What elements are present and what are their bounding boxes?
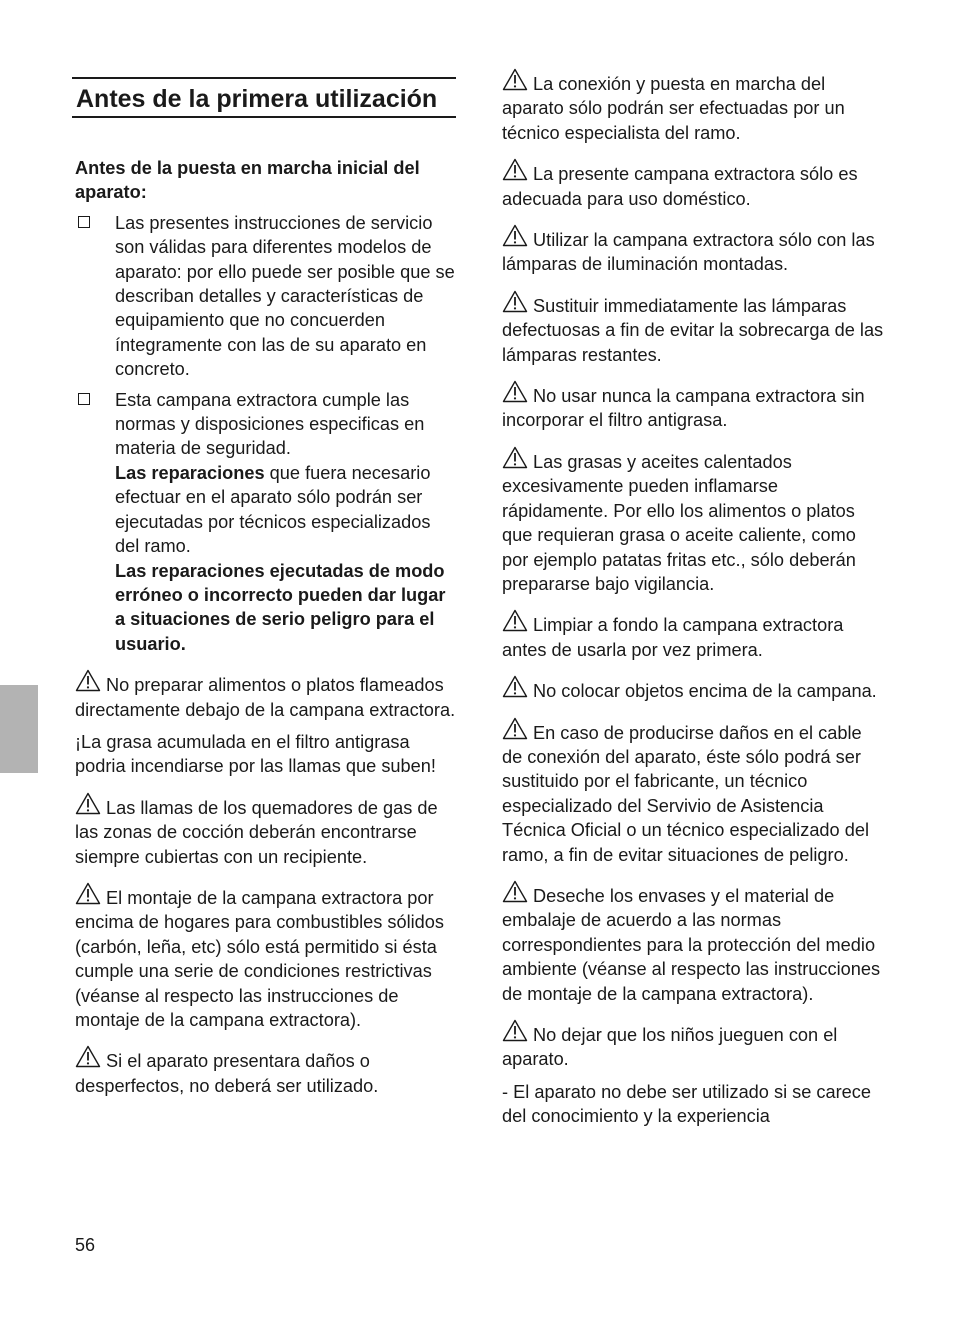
warning-paragraph <box>502 224 886 277</box>
warning-paragraph <box>502 446 886 596</box>
warning-text: Sustituir immediatamente las lámparas defectuosas a fin de evitar la sobrecarga de las lámparas restantes. <box>502 295 884 365</box>
checklist-item <box>75 388 456 656</box>
warning-paragraph: ¡La grasa acumulada en el filtro antigrasa podria incendiarse por las llamas que suben! <box>75 731 436 777</box>
checklist-text: Las presentes instrucciones de servicio son válidas para diferentes modelos de aparato: por ello puede ser posible que se describan detalles y características de equipamiento que no concuerden íntegramente con las de su aparato en concreto. <box>115 212 455 380</box>
warning-triangle-icon <box>502 158 529 181</box>
warning-triangle-icon <box>75 792 102 815</box>
checkbox-icon <box>78 393 90 405</box>
warning-text: Limpiar a fondo la campana extractora antes de usarla por vez primera. <box>502 615 844 660</box>
warning-paragraph <box>75 792 456 869</box>
warning-triangle-icon <box>502 675 529 698</box>
warning-triangle-icon <box>502 609 529 632</box>
warning-triangle-icon <box>502 717 529 740</box>
repairs-paragraph <box>115 461 456 559</box>
warning-triangle-icon <box>75 669 102 692</box>
warning-text: Si el aparato presentara daños o desperfectos, no deberá ser utilizado. <box>75 1051 379 1096</box>
knowledge-paragraph: - El aparato no debe ser utilizado si se carece del conocimiento y la experiencia <box>502 1081 872 1127</box>
warning-triangle-icon <box>75 1045 102 1068</box>
section-tab-marker <box>0 685 38 773</box>
warning-triangle-icon <box>502 68 529 91</box>
warning-text: No dejar que los niños jueguen con el aparato. <box>502 1025 838 1070</box>
checkbox-icon <box>78 216 90 228</box>
warning-triangle-icon <box>502 1019 529 1042</box>
repairs-danger-notice: Las reparaciones ejecutadas de modo erróneo o incorrecto pueden dar lugar a situaciones de serio peligro para el usuario. <box>115 560 446 654</box>
warning-triangle-icon <box>502 880 529 903</box>
warning-text: En caso de producirse daños en el cable de conexión del aparato, éste sólo podrá ser sustituido por el fabricante, un técnico especializado del Servivio de Asistencia Técnica Oficial o un técnico especializado del ramo, a fin de evitar situaciones de peligro. <box>502 722 869 865</box>
warning-paragraph <box>502 290 886 367</box>
warning-text: El montaje de la campana extractora por encima de hogares para combustibles sólidos (carbón, leña, etc) sólo está permitido si ésta cumple una serie de condiciones restrictivas (véanse al respecto las instrucciones de montaje de la campana extractora). <box>75 887 445 1030</box>
warning-paragraph <box>502 675 886 703</box>
warning-text: No usar nunca la campana extractora sin incorporar el filtro antigrasa. <box>502 386 865 431</box>
heading-box <box>72 77 456 118</box>
page-number: 56 <box>75 1235 96 1255</box>
warning-paragraph <box>75 669 456 722</box>
warning-paragraph <box>75 1045 456 1098</box>
warning-text: Deseche los envases y el material de embalaje de acuerdo a las normas correspondientes para la protección del medio ambiente (véanse al respecto las instrucciones de montaje de la campana extractora). <box>502 885 881 1004</box>
warning-paragraph <box>75 882 456 1032</box>
warning-text: Las llamas de los quemadores de gas de las zonas de cocción deberán encontrarse siempre cubiertas con un recipiente. <box>75 797 438 867</box>
warning-text: Las grasas y aceites calentados excesivamente pueden inflamarse rápidamente. Por ello los alimentos o platos que requieran grasa o aceite caliente, como por ejemplo patatas fritas etc., sólo deberán prepararse bajo vigilancia. <box>502 451 856 594</box>
warning-paragraph <box>502 880 886 1006</box>
warning-text: La presente campana extractora sólo es adecuada para uso doméstico. <box>502 164 858 209</box>
repairs-text: que fuera necesario efectuar en el aparato sólo podrán ser ejecutadas por técnicos especializados del ramo. <box>115 462 431 557</box>
warning-paragraph <box>502 1019 886 1072</box>
right-column <box>502 68 886 1129</box>
warning-paragraph <box>502 158 886 211</box>
warning-triangle-icon <box>75 882 102 905</box>
warning-triangle-icon <box>502 380 529 403</box>
page-title: Antes de la primera utilización <box>76 85 438 113</box>
checklist-text: Esta campana extractora cumple las normas y disposiciones especificas en materia de seguridad. <box>115 389 425 459</box>
warning-text: La conexión y puesta en marcha del aparato sólo podrán ser efectuadas por un técnico especialista del ramo. <box>502 74 845 143</box>
warning-triangle-icon <box>502 290 529 313</box>
repairs-bold-label: Las reparaciones <box>115 462 265 483</box>
warning-text: No preparar alimentos o platos flameados directamente debajo de la campana extractora. <box>75 675 456 720</box>
warning-text: No colocar objetos encima de la campana. <box>533 681 877 702</box>
warning-paragraph <box>502 380 886 433</box>
warning-paragraph <box>502 68 886 145</box>
left-column <box>72 77 456 1098</box>
warning-triangle-icon <box>502 224 529 247</box>
subheading: Antes de la puesta en marcha inicial del aparato: <box>75 158 420 203</box>
warning-text: Utilizar la campana extractora sólo con las lámparas de iluminación montadas. <box>502 230 875 275</box>
checklist-item <box>75 211 456 382</box>
warning-paragraph <box>502 717 886 867</box>
warning-paragraph <box>502 609 886 662</box>
warning-triangle-icon <box>502 446 529 469</box>
